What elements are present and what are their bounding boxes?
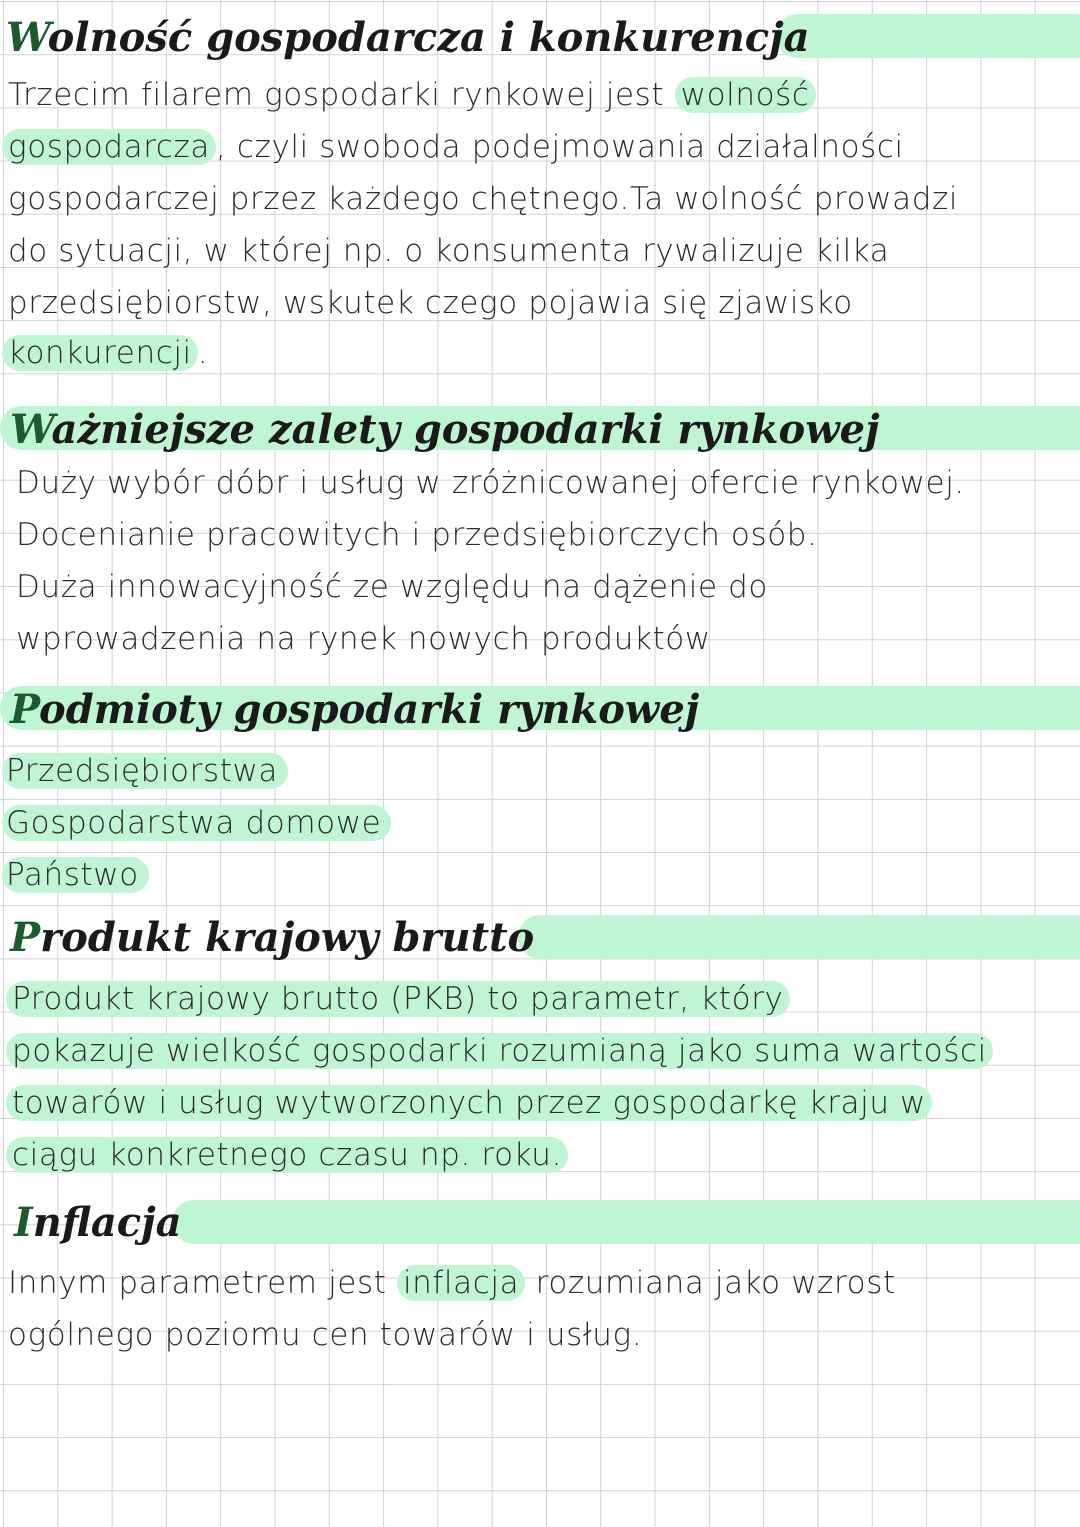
heading-text: olność gospodarcza i konkurencja <box>47 14 810 61</box>
text-line <box>2 127 904 167</box>
text-line <box>6 1135 568 1175</box>
heading-text: odmioty gospodarki rynkowej <box>39 686 700 733</box>
heading-initial: W <box>10 406 52 453</box>
text-line <box>6 979 790 1019</box>
text-line: przedsiębiorstw, wskutek czego pojawia się zjawisko <box>8 285 853 321</box>
text-line: ogólnego poziomu cen towarów i usług. <box>8 1317 643 1353</box>
highlighted-term: towarów i usług wytworzonych przez gospodarkę kraju w <box>6 1085 932 1121</box>
text-line <box>8 1263 896 1303</box>
list-item: Duża innowacyjność ze względu na dążenie do <box>16 569 768 605</box>
text-segment: Trzecim filarem gospodarki rynkowej jest <box>8 77 665 113</box>
text-segment: . <box>197 335 209 371</box>
heading-text: nflacja <box>32 1199 182 1246</box>
heading-initial: P <box>10 686 40 733</box>
heading-zalety <box>10 406 880 454</box>
highlighted-term: Przedsiębiorstwa <box>2 753 288 789</box>
list-item <box>2 855 149 895</box>
text-line: gospodarczej przez każdego chętnego.Ta wolność prowadzi <box>8 181 959 217</box>
heading-pkb <box>10 914 534 962</box>
list-item: Duży wybór dóbr i usług w zróżnicowanej ofercie rynkowej. <box>16 465 965 501</box>
highlighted-term: gospodarcza <box>2 129 216 165</box>
text-segment: , czyli swoboda podejmowania działalności <box>216 129 904 165</box>
heading-initial: I <box>14 1199 33 1246</box>
highlighted-term: Produkt krajowy brutto (PKB) to parametr, który <box>6 981 790 1017</box>
heading-highlight <box>172 1200 1080 1244</box>
heading-initial: P <box>10 914 41 961</box>
text-line <box>6 1083 932 1123</box>
heading-initial: W <box>6 14 48 61</box>
list-item: wprowadzenia na rynek nowych produktów <box>16 621 711 657</box>
highlighted-term: ciągu konkretnego czasu np. roku. <box>6 1137 568 1173</box>
heading-text: rodukt krajowy brutto <box>40 914 535 961</box>
text-line: do sytuacji, w której np. o konsumenta rywalizuje kilka <box>8 233 890 269</box>
list-item <box>2 803 391 843</box>
heading-inflacja <box>14 1199 182 1247</box>
heading-highlight <box>776 14 1080 58</box>
highlighted-term: Gospodarstwa domowe <box>2 805 391 841</box>
heading-text: ażniejsze zalety gospodarki rynkowej <box>51 406 880 453</box>
list-item: Docenianie pracowitych i przedsiębiorczych osób. <box>16 517 818 553</box>
heading-highlight <box>518 915 1080 959</box>
text-segment: Innym parametrem jest <box>8 1265 387 1301</box>
heading-wolnosc-gospodarcza <box>6 14 810 62</box>
text-segment: rozumiana jako wzrost <box>535 1265 896 1301</box>
highlighted-term: Państwo <box>2 857 149 893</box>
list-item <box>2 751 288 791</box>
heading-podmioty <box>10 686 699 734</box>
highlighted-term: wolność <box>675 77 816 113</box>
text-line <box>2 333 208 373</box>
highlighted-term: inflacja <box>397 1265 525 1301</box>
highlighted-term: konkurencji <box>2 335 198 371</box>
text-line <box>6 1031 993 1071</box>
text-line <box>8 75 816 115</box>
highlighted-term: pokazuje wielkość gospodarki rozumianą jako suma wartości <box>6 1033 993 1069</box>
